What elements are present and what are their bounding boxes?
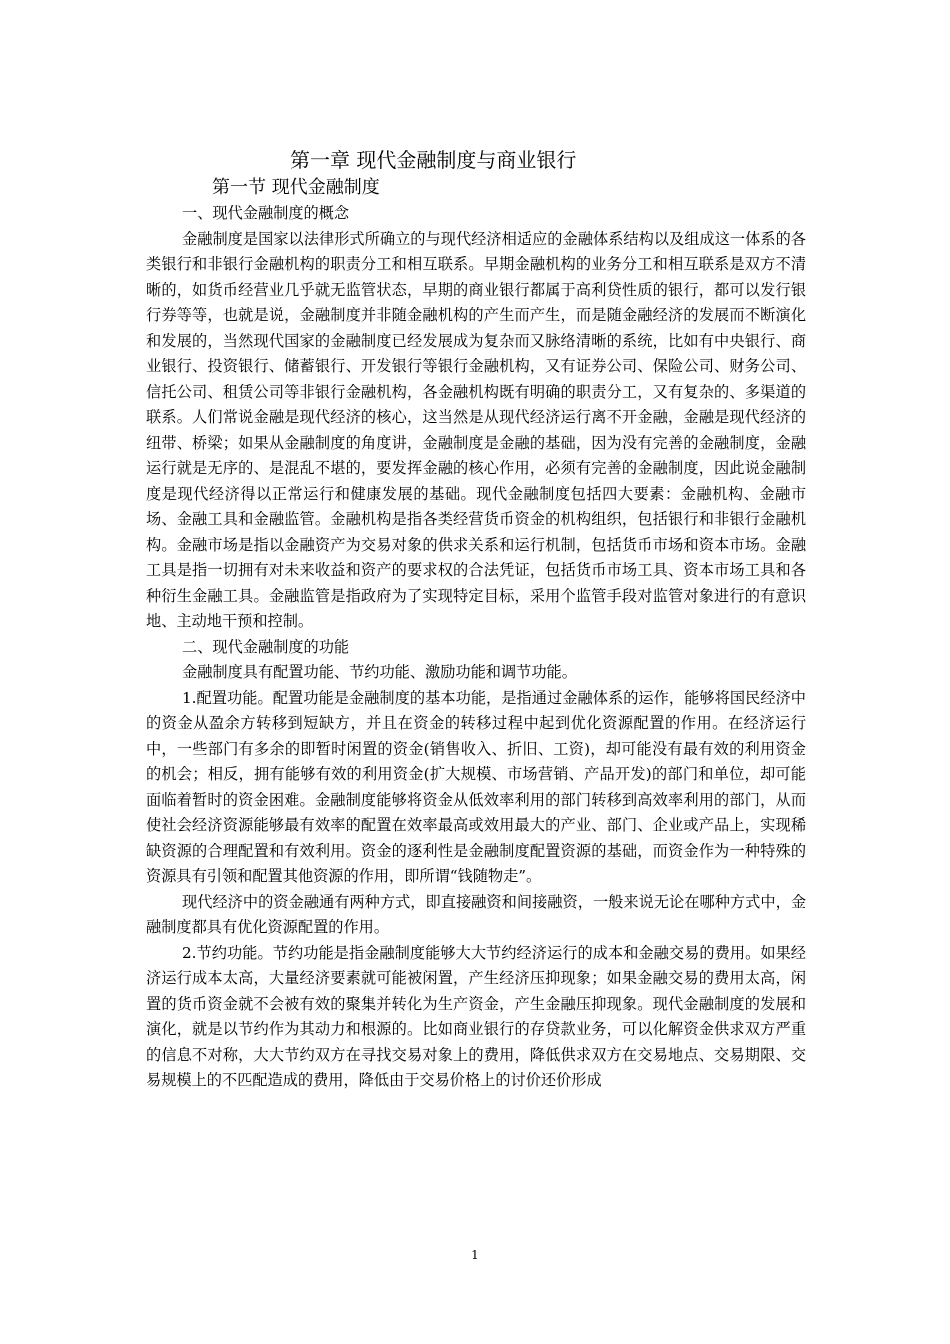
subsection-heading-functions: 二、现代金融制度的功能 <box>182 637 350 656</box>
subsection-heading-concept: 一、现代金融制度的概念 <box>182 204 350 222</box>
paragraph-functions-summary: 金融制度具有配置功能、节约功能、激励功能和调节功能。 <box>182 663 577 681</box>
page-number: 1 <box>471 1248 479 1262</box>
section-title: 第一节 现代金融制度 <box>212 177 380 198</box>
chapter-title: 第一章 现代金融制度与商业银行 <box>290 148 577 172</box>
paragraph-saving-function: 2.节约功能。节约功能是指金融制度能够大大节约经济运行的成本和金融交易的费用。如果经济运行成本太高，大量经济要素就可能被闲置，产生经济压抑现象；如果金融交易的费用太高，闲置的货币资金就不会被有效的聚集并转化为生产资金，产生金融压抑现象。现代金融制度的发展和演化，就是以节约作为其动力和根源的。比如商业银行的存贷款业务，可以化解资金供求双方严重的信息不对称，大大节约双方在寻找交易对象上的费用，降低供求双方在交易地点、交易期限、交易规模上的不匹配造成的费用，降低由于交易价格上的讨价还价形成 <box>146 943 806 1089</box>
paragraph-definition: 金融制度是国家以法律形式所确立的与现代经济相适应的金融体系结构以及组成这一体系的各类银行和非银行金融机构的职责分工和相互联系。早期金融机构的业务分工和相互联系是双方不清晰的，如货币经营业几乎就无监管状态，早期的商业银行都属于高利贷性质的银行，都可以发行银行券等等，也就是说，金融制度并非随金融机构的产生而产生，而是随金融经济的发展而不断演化和发展的，当然现代国家的金融制度已经发展成为复杂而又脉络清晰的系统，比如有中央银行、商业银行、投资银行、储蓄银行、开发银行等银行金融机构，又有证券公司、保险公司、财务公司、信托公司、租赁公司等非银行金融机构，各金融机构既有明确的职责分工，又有复杂的、多渠道的联系。人们常说金融是现代经济的核心，这当然是从现代经济运行离不开金融，金融是现代经济的纽带、桥梁；如果从金融制度的角度讲，金融制度是金融的基础，因为没有完善的金融制度，金融运行就是无序的、是混乱不堪的，要发挥金融的核心作用，必须有完善的金融制度，因此说金融制度是现代经济得以正常运行和健康发展的基础。现代金融制度包括四大要素：金融机构、金融市场、金融工具和金融监管。金融机构是指各类经营货币资金的机构组织，包括银行和非银行金融机构。金融市场是指以金融资产为交易对象的供求关系和运行机制，包括货币市场和资本市场。金融工具是指一切拥有对未来收益和资产的要求权的合法凭证，包括货币市场工具、资本市场工具和各种衍生金融工具。金融监管是指政府为了实现特定目标，采用个监管手段对监管对象进行的有意识地、主动地干预和控制。 <box>146 229 806 630</box>
document-body <box>146 145 806 1094</box>
paragraph-financing-methods: 现代经济中的资金融通有两种方式，即直接融资和间接融资，一般来说无论在哪种方式中，金融制度都具有优化资源配置的作用。 <box>146 892 806 936</box>
paragraph-allocation-function: 1.配置功能。配置功能是金融制度的基本功能，是指通过金融体系的运作，能够将国民经济中的资金从盈余方转移到短缺方，并且在资金的转移过程中起到优化资源配置的作用。在经济运行中，一些部门有多余的即暂时闲置的资金(销售收入、折旧、工资)，却可能没有最有效的利用资金的机会；相反，拥有能够有效的利用资金(扩大规模、市场营销、产品开发)的部门和单位，却可能面临着暂时的资金困难。金融制度能够将资金从低效率利用的部门转移到高效率利用的部门，从而使社会经济资源能够最有效率的配置在效率最高或效用最大的产业、部门、企业或产品上，实现稀缺资源的合理配置和有效利用。资金的逐利性是金融制度配置资源的基础，而资金作为一种特殊的资源具有引领和配置其他资源的作用，即所谓“钱随物走”。 <box>146 688 806 885</box>
